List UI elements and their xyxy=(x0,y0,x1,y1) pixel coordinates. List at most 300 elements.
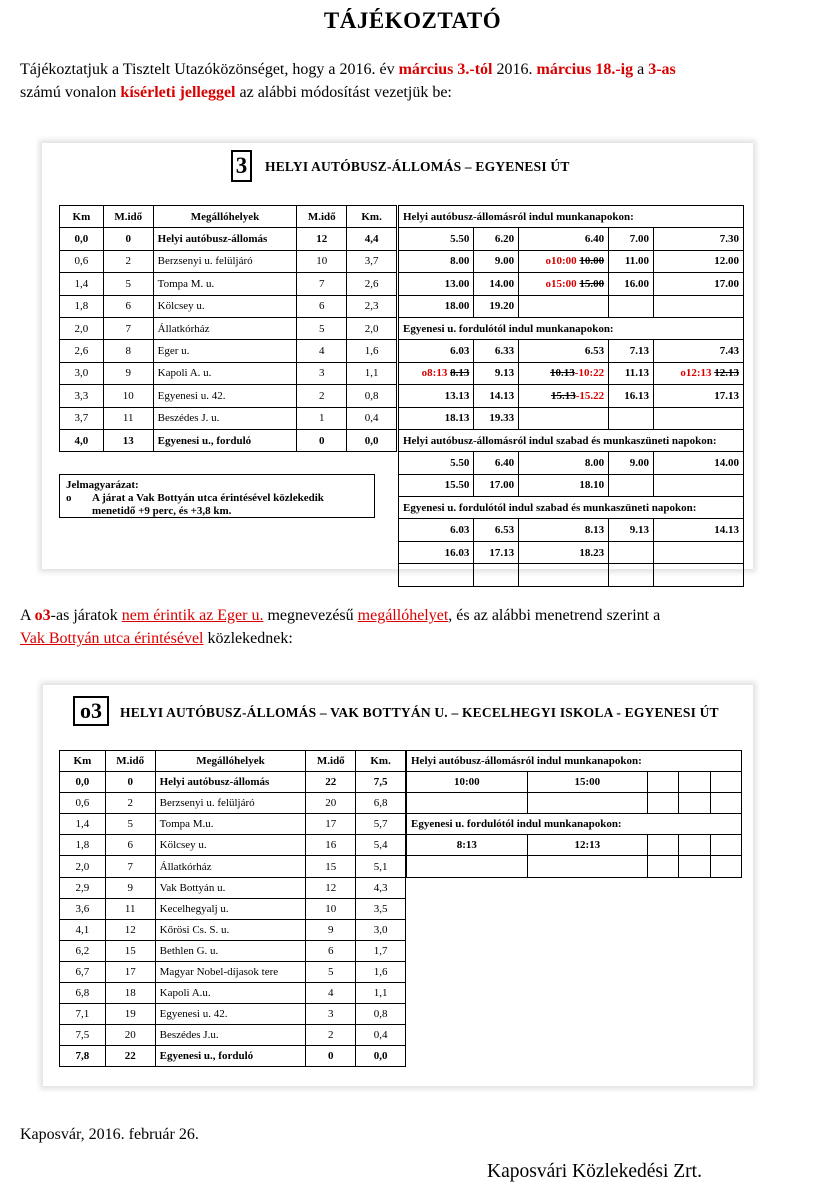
km2-cell: 2,0 xyxy=(347,317,397,339)
time-cell: 6.03 xyxy=(399,340,474,362)
mido-cell: 8 xyxy=(103,340,153,362)
mido-cell: 6 xyxy=(103,295,153,317)
km-cell: 0,6 xyxy=(60,793,106,814)
time-cell: 11.13 xyxy=(609,362,654,384)
mido2-cell: 12 xyxy=(306,877,356,898)
table-row xyxy=(399,250,744,272)
table-row xyxy=(60,407,397,429)
km-cell: 6,7 xyxy=(60,961,106,982)
table-header-row xyxy=(60,206,397,228)
timetable-3-stops xyxy=(59,205,397,452)
km2-cell: 0,8 xyxy=(356,1004,406,1025)
table-row xyxy=(60,856,406,877)
intro-text-4: számú vonalon xyxy=(20,84,121,101)
time-cell: 11.00 xyxy=(609,250,654,272)
time-cell: 19.20 xyxy=(474,295,519,317)
time-cell xyxy=(653,407,743,429)
mido-cell: 18 xyxy=(105,983,155,1004)
km2-cell: 5,4 xyxy=(356,835,406,856)
stop-name-cell: Beszédes J. u. xyxy=(153,407,297,429)
km2-cell: 3,7 xyxy=(347,250,397,272)
legend-symbol: o xyxy=(66,492,72,504)
table-row xyxy=(399,295,744,317)
mido2-cell: 4 xyxy=(297,340,347,362)
time-cell: 16.00 xyxy=(609,273,654,295)
stop-name-cell: Állatkórház xyxy=(153,317,297,339)
km-cell: 1,8 xyxy=(60,835,106,856)
intro-text-3: a xyxy=(633,61,649,78)
table-row xyxy=(60,250,397,272)
km2-cell: 0,0 xyxy=(347,429,397,451)
col-km2: Km. xyxy=(356,751,406,772)
time-cell xyxy=(648,793,679,814)
mido2-cell: 4 xyxy=(306,983,356,1004)
stop-name-cell: Kecelhegyalj u. xyxy=(155,898,306,919)
mido2-cell: 2 xyxy=(306,1025,356,1046)
table-row xyxy=(60,228,397,250)
time-cell: 7.43 xyxy=(653,340,743,362)
table-row xyxy=(60,898,406,919)
km-cell: 2,0 xyxy=(60,317,104,339)
time-cell xyxy=(710,835,741,856)
col-km: Km xyxy=(60,206,104,228)
mido-cell: 2 xyxy=(105,793,155,814)
middle-not-eger: nem érintik az Eger u. xyxy=(121,607,264,624)
mido2-cell: 15 xyxy=(306,856,356,877)
time-cell xyxy=(648,835,679,856)
km-cell: 0,0 xyxy=(60,772,106,793)
intro-date-from: március 3.-tól xyxy=(398,61,493,78)
table-row xyxy=(60,317,397,339)
time-cell xyxy=(710,793,741,814)
table-row xyxy=(60,429,397,451)
mido-cell: 5 xyxy=(105,814,155,835)
table-row xyxy=(399,541,744,563)
time-cell xyxy=(519,295,609,317)
km2-cell: 5,1 xyxy=(356,856,406,877)
mido2-cell: 6 xyxy=(297,295,347,317)
time-cell: 9.13 xyxy=(474,362,519,384)
km-cell: 4,0 xyxy=(60,429,104,451)
km-cell: 6,2 xyxy=(60,940,106,961)
time-cell: 15:00 xyxy=(527,772,648,793)
time-cell: 17.00 xyxy=(653,273,743,295)
km-cell: 3,7 xyxy=(60,407,104,429)
time-cell: 14.00 xyxy=(474,273,519,295)
col-mido: M.idő xyxy=(103,206,153,228)
table-row xyxy=(399,385,744,407)
km-cell: 7,1 xyxy=(60,1004,106,1025)
time-cell: 17.13 xyxy=(653,385,743,407)
time-cell: 14.13 xyxy=(653,519,743,541)
time-cell xyxy=(609,474,654,496)
time-cell: 18.13 xyxy=(399,407,474,429)
table-row xyxy=(60,793,406,814)
stop-name-cell: Egyenesi u. 42. xyxy=(153,385,297,407)
km-cell: 3,0 xyxy=(60,362,104,384)
time-cell xyxy=(653,541,743,563)
col-stops: Megállóhelyek xyxy=(155,751,306,772)
timetable-o3-scan xyxy=(43,685,753,1086)
km-cell: 1,4 xyxy=(60,273,104,295)
stop-name-cell: Tompa M. u. xyxy=(153,273,297,295)
table-row xyxy=(399,362,744,384)
table-row xyxy=(60,1025,406,1046)
time-cell xyxy=(609,407,654,429)
table-row xyxy=(60,362,397,384)
km2-cell: 1,7 xyxy=(356,940,406,961)
intro-date-to: március 18.-ig xyxy=(536,61,634,78)
modified-time-cell: o10:00 10.00 xyxy=(519,250,609,272)
intro-paragraph xyxy=(20,58,810,104)
km-cell: 2,0 xyxy=(60,856,106,877)
table-row xyxy=(60,835,406,856)
modified-time-cell: 10.13-10:22 xyxy=(519,362,609,384)
time-cell: 9.00 xyxy=(474,250,519,272)
time-cell: 16.13 xyxy=(609,385,654,407)
mido2-cell: 20 xyxy=(306,793,356,814)
middle-text-4: , és az alábbi menetrend szerint a xyxy=(448,607,661,624)
km-cell: 2,6 xyxy=(60,340,104,362)
km-cell: 6,8 xyxy=(60,983,106,1004)
legend-text-2: menetidő +9 perc, és +3,8 km. xyxy=(92,505,232,517)
time-cell: 15.50 xyxy=(399,474,474,496)
mido-cell: 22 xyxy=(105,1046,155,1067)
intro-text-5: az alábbi módosítást vezetjük be: xyxy=(235,84,452,101)
table-row xyxy=(399,340,744,362)
km2-cell: 6,8 xyxy=(356,793,406,814)
stop-name-cell: Vak Bottyán u. xyxy=(155,877,306,898)
table-row xyxy=(399,564,744,586)
time-cell: 18.00 xyxy=(399,295,474,317)
time-cell: 9.13 xyxy=(609,519,654,541)
route-title: HELYI AUTÓBUSZ-ÁLLOMÁS – VAK BOTTYÁN U. – KECELHEGYI ISKOLA - EGYENESI ÚT xyxy=(120,705,719,720)
time-cell: 7.00 xyxy=(609,228,654,250)
middle-paragraph xyxy=(20,604,810,650)
col-mido: M.idő xyxy=(105,751,155,772)
table-row xyxy=(60,877,406,898)
mido-cell: 10 xyxy=(103,385,153,407)
table-row xyxy=(399,228,744,250)
col-km: Km xyxy=(60,751,106,772)
time-cell: 9.00 xyxy=(609,452,654,474)
table-row xyxy=(407,856,742,877)
time-cell xyxy=(399,564,474,586)
col-stops: Megállóhelyek xyxy=(153,206,297,228)
stop-name-cell: Tompa M.u. xyxy=(155,814,306,835)
time-cell: 17.00 xyxy=(474,474,519,496)
time-cell: 6.20 xyxy=(474,228,519,250)
time-cell: 18.23 xyxy=(519,541,609,563)
mido-cell: 0 xyxy=(103,228,153,250)
table-row xyxy=(60,961,406,982)
section-title: Egyenesi u. fordulótól indul munkanapokon: xyxy=(399,317,744,339)
table-row xyxy=(60,295,397,317)
intro-text-1: Tájékoztatjuk a Tisztelt Utazóközönséget, hogy a 2016. év xyxy=(20,61,399,78)
modified-time-cell: o12:13 12.13 xyxy=(653,362,743,384)
mido2-cell: 9 xyxy=(306,919,356,940)
time-cell: 8.00 xyxy=(519,452,609,474)
timetable-3-scan xyxy=(42,143,753,569)
time-cell xyxy=(710,772,741,793)
time-cell: 7.13 xyxy=(609,340,654,362)
time-cell xyxy=(679,772,710,793)
company-name: Kaposvári Közlekedési Zrt. xyxy=(487,1161,702,1182)
stop-name-cell: Helyi autóbusz-állomás xyxy=(155,772,306,793)
time-cell xyxy=(653,474,743,496)
section-title: Egyenesi u. fordulótól indul szabad és munkaszüneti napokon: xyxy=(399,497,744,519)
place-date: Kaposvár, 2016. február 26. xyxy=(20,1126,199,1143)
table-row xyxy=(399,474,744,496)
km2-cell: 4,4 xyxy=(347,228,397,250)
mido2-cell: 6 xyxy=(306,940,356,961)
time-cell: 6.03 xyxy=(399,519,474,541)
table-row xyxy=(60,340,397,362)
km-cell: 1,4 xyxy=(60,814,106,835)
mido-cell: 0 xyxy=(105,772,155,793)
time-cell: 8:13 xyxy=(407,835,528,856)
table-row xyxy=(60,983,406,1004)
stop-name-cell: Kapoli A. u. xyxy=(153,362,297,384)
km2-cell: 4,3 xyxy=(356,877,406,898)
time-cell: 12:13 xyxy=(527,835,648,856)
km-cell: 3,6 xyxy=(60,898,106,919)
stop-name-cell: Egyenesi u., forduló xyxy=(155,1046,306,1067)
mido2-cell: 17 xyxy=(306,814,356,835)
stop-name-cell: Kölcsey u. xyxy=(153,295,297,317)
mido-cell: 13 xyxy=(103,429,153,451)
middle-text-2: -as járatok xyxy=(50,607,122,624)
intro-trial: kísérleti jelleggel xyxy=(120,84,236,101)
mido-cell: 2 xyxy=(103,250,153,272)
timetable-3-departures xyxy=(398,205,744,587)
time-cell: 6.33 xyxy=(474,340,519,362)
time-cell: 14.00 xyxy=(653,452,743,474)
time-cell: 12.00 xyxy=(653,250,743,272)
route-title: HELYI AUTÓBUSZ-ÁLLOMÁS – EGYENESI ÚT xyxy=(265,159,570,174)
intro-line: 3-as xyxy=(648,61,676,78)
stop-name-cell: Egyenesi u. 42. xyxy=(155,1004,306,1025)
km2-cell: 3,0 xyxy=(356,919,406,940)
km2-cell: 5,7 xyxy=(356,814,406,835)
modified-time-cell: 15.13-15.22 xyxy=(519,385,609,407)
time-cell xyxy=(710,856,741,877)
km-cell: 1,8 xyxy=(60,295,104,317)
timetable-o3-departures xyxy=(406,750,742,878)
time-cell: 18.10 xyxy=(519,474,609,496)
km-cell: 0,0 xyxy=(60,228,104,250)
section-title: Helyi autóbusz-állomásról indul munkanapokon: xyxy=(407,751,742,772)
page-title: TÁJÉKOZTATÓ xyxy=(323,8,502,33)
time-cell xyxy=(407,793,528,814)
middle-route: o3 xyxy=(34,607,51,624)
mido-cell: 11 xyxy=(103,407,153,429)
mido2-cell: 5 xyxy=(297,317,347,339)
table-row xyxy=(60,385,397,407)
mido-cell: 5 xyxy=(103,273,153,295)
time-cell xyxy=(653,564,743,586)
mido2-cell: 0 xyxy=(306,1046,356,1067)
mido-cell: 20 xyxy=(105,1025,155,1046)
table-row xyxy=(60,1004,406,1025)
mido2-cell: 3 xyxy=(306,1004,356,1025)
time-cell xyxy=(609,295,654,317)
mido-cell: 7 xyxy=(105,856,155,877)
km-cell: 7,8 xyxy=(60,1046,106,1067)
mido2-cell: 3 xyxy=(297,362,347,384)
legend-box xyxy=(59,474,375,518)
km2-cell: 2,3 xyxy=(347,295,397,317)
timetable-o3-stops xyxy=(59,750,406,1067)
time-cell xyxy=(609,564,654,586)
middle-text-5: közlekednek: xyxy=(203,630,293,647)
mido2-cell: 10 xyxy=(306,898,356,919)
stop-name-cell: Kőrösi Cs. S. u. xyxy=(155,919,306,940)
km2-cell: 0,8 xyxy=(347,385,397,407)
stop-name-cell: Állatkórház xyxy=(155,856,306,877)
stop-name-cell: Berzsenyi u. felüljáró xyxy=(153,250,297,272)
time-cell xyxy=(519,407,609,429)
stop-name-cell: Helyi autóbusz-állomás xyxy=(153,228,297,250)
time-cell xyxy=(679,793,710,814)
time-cell: 5.50 xyxy=(399,452,474,474)
time-cell: 5.50 xyxy=(399,228,474,250)
mido2-cell: 10 xyxy=(297,250,347,272)
table-row xyxy=(60,919,406,940)
time-cell xyxy=(679,856,710,877)
stop-name-cell: Kapoli A.u. xyxy=(155,983,306,1004)
time-cell: 6.53 xyxy=(474,519,519,541)
km2-cell: 2,6 xyxy=(347,273,397,295)
mido-cell: 7 xyxy=(103,317,153,339)
stop-name-cell: Egyenesi u., forduló xyxy=(153,429,297,451)
time-cell xyxy=(527,856,648,877)
km2-cell: 7,5 xyxy=(356,772,406,793)
stop-name-cell: Beszédes J.u. xyxy=(155,1025,306,1046)
time-cell xyxy=(679,835,710,856)
time-cell xyxy=(527,793,648,814)
km-cell: 0,6 xyxy=(60,250,104,272)
table-row xyxy=(407,793,742,814)
stop-name-cell: Berzsenyi u. felüljáró xyxy=(155,793,306,814)
time-cell xyxy=(474,564,519,586)
middle-text-3: megnevezésű xyxy=(263,607,358,624)
col-km2: Km. xyxy=(347,206,397,228)
table-row xyxy=(60,814,406,835)
km-cell: 2,9 xyxy=(60,877,106,898)
time-cell: 6.40 xyxy=(474,452,519,474)
section-title: Helyi autóbusz-állomásról indul szabad és munkaszüneti napokon: xyxy=(399,429,744,451)
mido-cell: 12 xyxy=(105,919,155,940)
time-cell: 17.13 xyxy=(474,541,519,563)
time-cell: 7.30 xyxy=(653,228,743,250)
time-cell xyxy=(653,295,743,317)
middle-vak-bottyan: Vak Bottyán utca érintésével xyxy=(20,630,204,647)
time-cell: 19.33 xyxy=(474,407,519,429)
mido2-cell: 1 xyxy=(297,407,347,429)
mido-cell: 17 xyxy=(105,961,155,982)
legend-title: Jelmagyarázat: xyxy=(66,479,139,491)
col-mido2: M.idő xyxy=(306,751,356,772)
km2-cell: 1,1 xyxy=(347,362,397,384)
km2-cell: 1,6 xyxy=(347,340,397,362)
mido2-cell: 16 xyxy=(306,835,356,856)
time-cell xyxy=(609,541,654,563)
time-cell xyxy=(648,856,679,877)
time-cell: 8.13 xyxy=(519,519,609,541)
intro-text-2: 2016. xyxy=(492,61,537,78)
time-cell: 6.53 xyxy=(519,340,609,362)
middle-text-1: A xyxy=(20,607,35,624)
km2-cell: 3,5 xyxy=(356,898,406,919)
time-cell xyxy=(407,856,528,877)
mido-cell: 19 xyxy=(105,1004,155,1025)
table-row xyxy=(60,273,397,295)
table-row xyxy=(399,273,744,295)
mido2-cell: 5 xyxy=(306,961,356,982)
legend-text-1: A járat a Vak Bottyán utca érintésével közlekedik xyxy=(92,492,324,504)
table-row xyxy=(60,940,406,961)
section-title: Helyi autóbusz-állomásról indul munkanapokon: xyxy=(399,206,744,228)
mido-cell: 6 xyxy=(105,835,155,856)
route-number-box: 3 xyxy=(231,150,252,182)
time-cell: 8.00 xyxy=(399,250,474,272)
time-cell xyxy=(519,564,609,586)
mido-cell: 15 xyxy=(105,940,155,961)
mido2-cell: 0 xyxy=(297,429,347,451)
km2-cell: 0,4 xyxy=(356,1025,406,1046)
mido2-cell: 22 xyxy=(306,772,356,793)
table-row xyxy=(399,519,744,541)
stop-name-cell: Magyar Nobel-díjasok tere xyxy=(155,961,306,982)
km2-cell: 1,1 xyxy=(356,983,406,1004)
table-row xyxy=(399,407,744,429)
stop-name-cell: Kölcsey u. xyxy=(155,835,306,856)
time-cell: 13.13 xyxy=(399,385,474,407)
table-row xyxy=(60,1046,406,1067)
time-cell: 13.00 xyxy=(399,273,474,295)
time-cell: 16.03 xyxy=(399,541,474,563)
km-cell: 7,5 xyxy=(60,1025,106,1046)
time-cell: 14.13 xyxy=(474,385,519,407)
route-number-box: o3 xyxy=(73,696,109,726)
mido-cell: 9 xyxy=(105,877,155,898)
table-row xyxy=(399,452,744,474)
table-row xyxy=(60,772,406,793)
table-row xyxy=(407,835,742,856)
mido2-cell: 2 xyxy=(297,385,347,407)
col-mido2: M.idő xyxy=(297,206,347,228)
km-cell: 3,3 xyxy=(60,385,104,407)
mido-cell: 9 xyxy=(103,362,153,384)
km-cell: 4,1 xyxy=(60,919,106,940)
mido2-cell: 7 xyxy=(297,273,347,295)
time-cell: 10:00 xyxy=(407,772,528,793)
mido-cell: 11 xyxy=(105,898,155,919)
table-header-row xyxy=(60,751,406,772)
modified-time-cell: o15:00 15.00 xyxy=(519,273,609,295)
table-row xyxy=(407,772,742,793)
time-cell xyxy=(648,772,679,793)
stop-name-cell: Bethlen G. u. xyxy=(155,940,306,961)
km2-cell: 1,6 xyxy=(356,961,406,982)
modified-time-cell: o8:13 8.13 xyxy=(399,362,474,384)
km2-cell: 0,4 xyxy=(347,407,397,429)
middle-stop: megállóhelyet xyxy=(357,607,449,624)
stop-name-cell: Eger u. xyxy=(153,340,297,362)
section-title: Egyenesi u. fordulótól indul munkanapokon: xyxy=(407,814,742,835)
km2-cell: 0,0 xyxy=(356,1046,406,1067)
